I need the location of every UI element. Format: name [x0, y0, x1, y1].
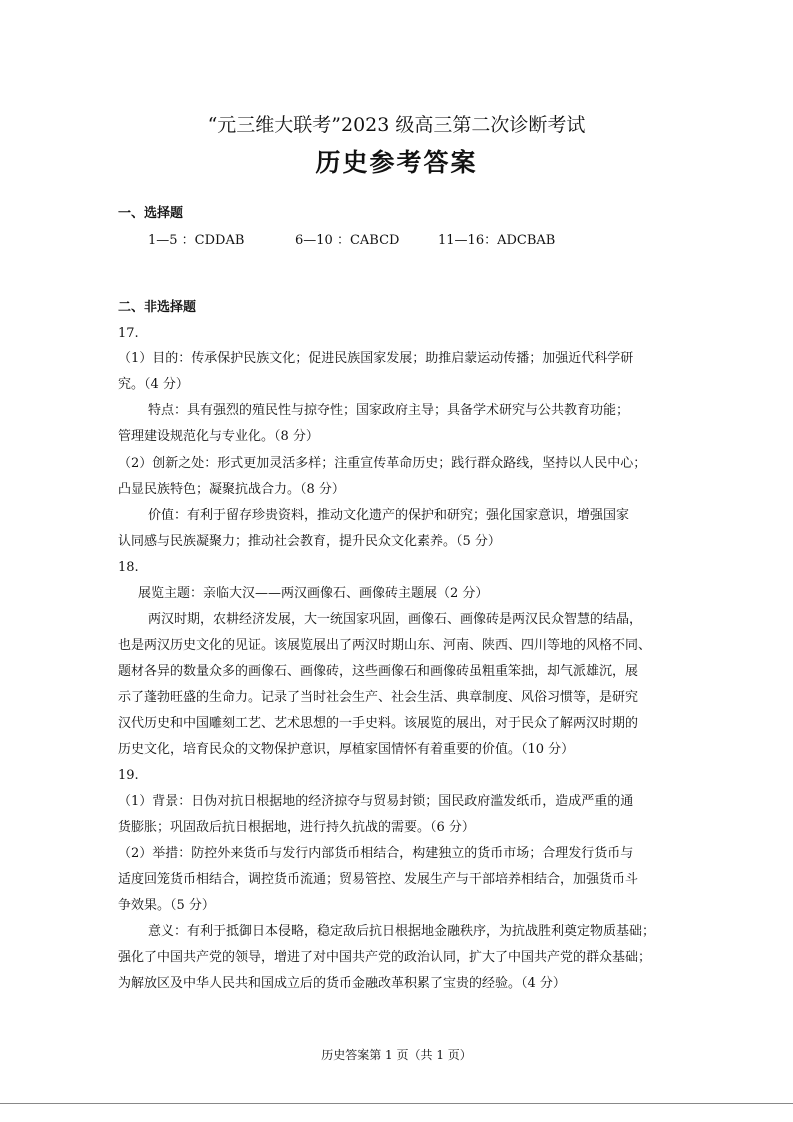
- page-footer: 历史答案第 1 页（共 1 页）: [321, 1048, 472, 1062]
- answer-line: 汉代历史和中国雕刻工艺、艺术思想的一手史料。该展览的展出，对于民众了解两汉时期的: [118, 716, 639, 731]
- section-heading-multiple-choice: 一、选择题: [118, 206, 184, 221]
- page-bottom-divider: [0, 1103, 793, 1104]
- answer-group-3: 11—16：ADCBAB: [438, 233, 556, 248]
- answer-line: 货膨胀；巩固敌后抗日根据地，进行持久抗战的需要。（6 分）: [118, 820, 475, 835]
- answer-group-2: 6—10 ：CABCD: [295, 233, 400, 248]
- answer-line: （2）创新之处：形式更加灵活多样；注重宣传革命历史；践行群众路线，坚持以人民中心；: [118, 456, 647, 471]
- section-heading-non-choice: 二、非选择题: [118, 300, 197, 315]
- answer-line: 管理建设规范化与专业化。（8 分）: [118, 429, 319, 444]
- question-18-number: 18.: [118, 560, 139, 575]
- answer-line: 意义：有利于抵御日本侵略，稳定敌后抗日根据地金融秩序，为抗战胜利奠定物质基础；: [148, 924, 656, 939]
- answer-line: 示了蓬勃旺盛的生命力。记录了当时社会生产、社会生活、典章制度、风俗习惯等，是研究: [118, 690, 639, 705]
- answer-line: 历史文化，培育民众的文物保护意识，厚植家国情怀有着重要的价值。（10 分）: [118, 742, 575, 757]
- answer-line: 价值：有利于留存珍贵资料，推动文化遗产的保护和研究；强化国家意识，增强国家: [148, 508, 630, 523]
- answer-line: 特点：具有强烈的殖民性与掠夺性；国家政府主导；具备学术研究与公共教育功能；: [148, 403, 630, 418]
- question-17-number: 17.: [118, 326, 139, 341]
- answer-line: 认同感与民族凝聚力；推动社会教育，提升民众文化素养。（5 分）: [118, 534, 501, 549]
- answer-group-1: 1—5 ：CDDAB: [148, 233, 245, 248]
- answer-line: （1）背景：日伪对抗日根据地的经济掠夺与贸易封锁；国民政府滥发纸币，造成严重的通: [118, 794, 634, 809]
- answer-line: 究。（4 分）: [118, 377, 189, 392]
- answer-line: 题材各异的数量众多的画像石、画像砖，这些画像石和画像砖虽粗重笨拙，却气派雄沉，展: [118, 664, 639, 679]
- answer-line: 为解放区及中华人民共和国成立后的货币金融改革积累了宝贵的经验。（4 分）: [118, 976, 566, 991]
- answer-line: 强化了中国共产党的领导，增进了对中国共产党的政治认同，扩大了中国共产党的群众基础；: [118, 950, 652, 965]
- answer-line: 凸显民族特色；凝聚抗战合力。（8 分）: [118, 482, 345, 497]
- answer-line: 适度回笼货币相结合，调控货币流通；贸易管控、发展生产与干部培养相结合，加强货币斗: [118, 872, 639, 887]
- answer-line: 两汉时期，农耕经济发展，大一统国家巩固，画像石、画像砖是两汉民众智慧的结晶，: [148, 612, 643, 627]
- page-title: 历史参考答案: [315, 148, 478, 177]
- exam-title: “元三维大联考”2023 级高三第二次诊断考试: [207, 114, 586, 136]
- answer-line: 争效果。（5 分）: [118, 898, 215, 913]
- question-19-number: 19.: [118, 768, 139, 783]
- answer-line: （1）目的：传承保护民族文化；促进民族国家发展；助推启蒙运动传播；加强近代科学研: [118, 351, 634, 366]
- answer-line: 展览主题：亲临大汉——两汉画像石、画像砖主题展（2 分）: [138, 586, 489, 601]
- answer-line: 也是两汉历史文化的见证。该展览展出了两汉时期山东、河南、陕西、四川等地的风格不同、: [118, 638, 652, 653]
- answer-line: （2）举措：防控外来货币与发行内部货币相结合，构建独立的货币市场；合理发行货币与: [118, 846, 634, 861]
